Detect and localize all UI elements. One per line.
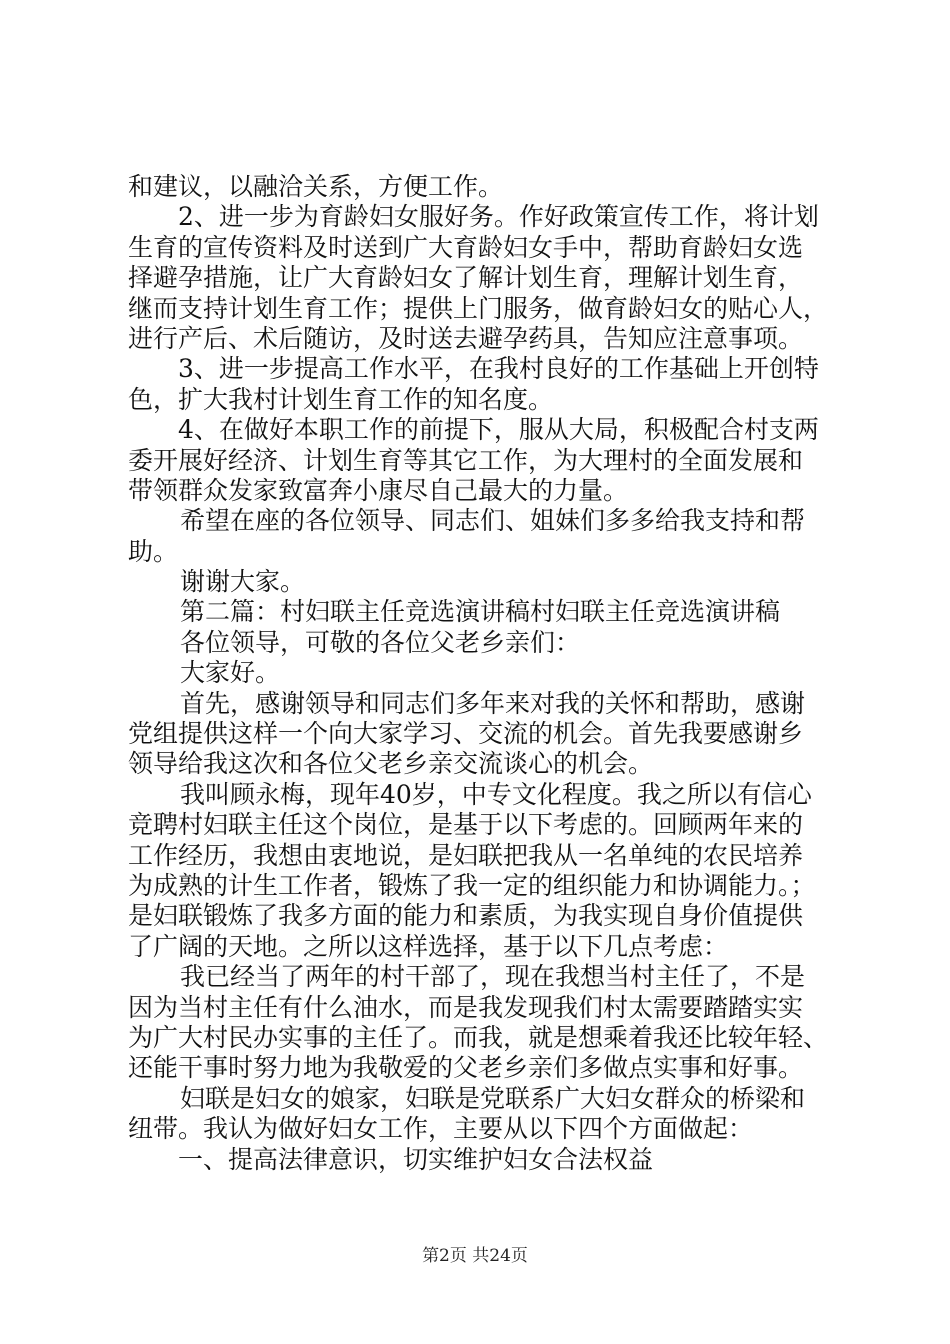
text-line: 工作经历，我想由衷地说，是妇联把我从一名单纯的农民培养 [128, 840, 804, 870]
text-line: 第二篇：村妇联主任竞选演讲稿村妇联主任竞选演讲稿 [180, 597, 781, 627]
text-line: 是妇联锻炼了我多方面的能力和素质，为我实现自身价值提供 [128, 901, 804, 931]
text-line: 3、进一步提高工作水平，在我村良好的工作基础上开创特 [178, 354, 819, 384]
text-line: 希望在座的各位领导、同志们、姐妹们多多给我支持和帮 [180, 506, 806, 536]
text-line: 为广大村民办实事的主任了。而我，就是想乘着我还比较年轻、 [128, 1022, 829, 1052]
text-line: 助。 [128, 536, 179, 566]
text-line: 首先，感谢领导和同志们多年来对我的关怀和帮助，感谢 [180, 688, 806, 718]
text-line: 了广阔的天地。之所以这样选择，基于以下几点考虑： [128, 931, 729, 961]
page-footer [0, 1241, 950, 1266]
text-line: 为成熟的计生工作者，锻炼了我一定的组织能力和协调能力。； [128, 870, 816, 900]
text-line: 带领群众发家致富奔小康尽自己最大的力量。 [128, 475, 629, 505]
text-line: 4、在做好本职工作的前提下，服从大局，积极配合村支两 [178, 415, 819, 445]
text-line: 2、进一步为育龄妇女服好务。作好政策宣传工作，将计划 [178, 202, 819, 232]
text-line: 各位领导，可敬的各位父老乡亲们： [180, 627, 581, 657]
text-line: 还能干事时努力地为我敬爱的父老乡亲们多做点实事和好事。 [128, 1053, 804, 1083]
text-line: 色，扩大我村计划生育工作的知名度。 [128, 384, 554, 414]
text-line: 择避孕措施，让广大育龄妇女了解计划生育，理解计划生育， [128, 263, 804, 293]
text-line: 竞聘村妇联主任这个岗位，是基于以下考虑的。回顾两年来的 [128, 810, 804, 840]
text-line: 妇联是妇女的娘家，妇联是党联系广大妇女群众的桥梁和 [180, 1083, 806, 1113]
text-line: 谢谢大家。 [180, 567, 306, 597]
text-line: 领导给我这次和各位父老乡亲交流谈心的机会。 [128, 749, 654, 779]
text-line: 我已经当了两年的村干部了，现在我想当村主任了，不是 [180, 962, 806, 992]
text-line: 委开展好经济、计划生育等其它工作，为大理村的全面发展和 [128, 445, 804, 475]
document-body [128, 172, 833, 1175]
text-line: 生育的宣传资料及时送到广大育龄妇女手中，帮助育龄妇女选 [128, 232, 804, 262]
text-line: 党组提供这样一个向大家学习、交流的机会。首先我要感谢乡 [128, 719, 804, 749]
text-line: 进行产后、术后随访，及时送去避孕药具，告知应注意事项。 [128, 323, 804, 353]
page-number-label: 第2页 共24页 [422, 1246, 528, 1266]
text-line: 因为当村主任有什么油水，而是我发现我们村太需要踏踏实实 [128, 992, 804, 1022]
text-line: 继而支持计划生育工作；提供上门服务，做育龄妇女的贴心人， [128, 293, 829, 323]
text-line: 我叫顾永梅，现年40岁，中专文化程度。我之所以有信心 [180, 779, 812, 809]
text-line: 大家好。 [180, 658, 281, 688]
text-line: 纽带。我认为做好妇女工作，主要从以下四个方面做起： [128, 1114, 754, 1144]
text-line: 和建议，以融洽关系，方便工作。 [128, 172, 504, 201]
text-line: 一、提高法律意识，切实维护妇女合法权益 [178, 1144, 654, 1174]
